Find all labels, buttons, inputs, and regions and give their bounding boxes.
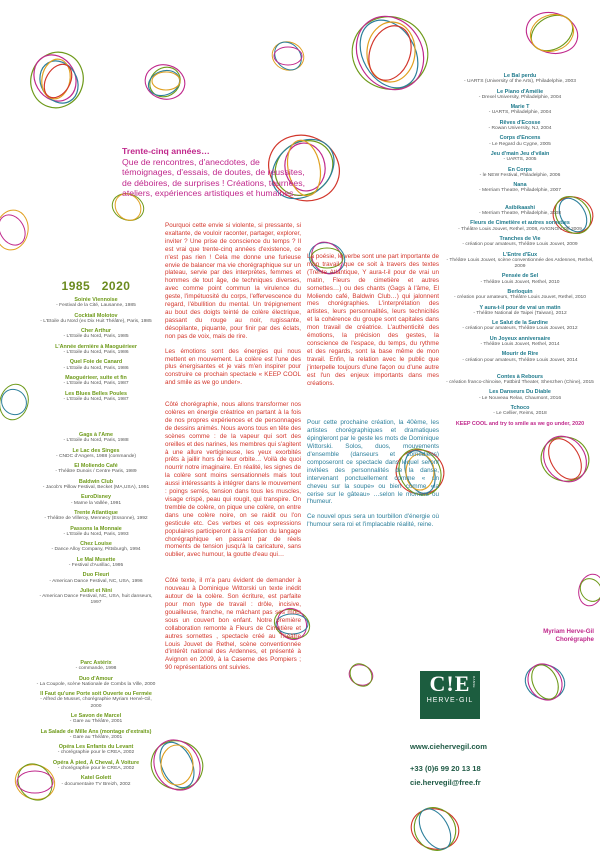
work-item: [445, 289, 595, 301]
work-title: Maoguérieer, suite et fin: [65, 374, 127, 381]
work-title: Marie T: [510, 104, 530, 111]
work-item: [445, 389, 595, 401]
scribble-decoration-8: [0, 205, 35, 255]
work-item: [445, 252, 595, 271]
work-detail: - Jacob's Pillow Festival, Becket (MA,USA), 1991: [42, 484, 150, 490]
work-detail: - Théâtre Louis Jouvet, scène conventionnée des Ardennes, Rethel, 2009: [446, 257, 594, 269]
works-list-1988: [36, 432, 156, 610]
work-detail: - Le Regard du Cygne, 2005: [489, 141, 551, 147]
work-detail: - le NEW Festival, Philadelphie, 2006: [479, 172, 561, 178]
work-title: Cocktail Molotov: [74, 312, 118, 319]
work-detail: - création pour amateurs, Théâtre Louis Jouvet, 2014: [462, 357, 578, 363]
col1-paragraph-1: Pourquoi cette envie si violente, si pressante, si exaltante, de vouloir raconter, partager, explorer, inviter ? Une prise de conscience du temps ? Il est vrai que trente-cinq années d'existence, ce n'est pas rien ! Cela me donne une furieuse envie de balancer ma vie chorégraphique sur un plateau, servie par des interprètes, femmes et hommes de tout âge, de techniques diverses, avec comme point commun la virulence du geste, l'impétuosité du corps, l'effervescence du regard, l'ébullition du mental. Un trépignement au bout des doigts teinté de colère électrique, passant du rouge au noir, rugissante, désopilante, piquante, pour finir par des éclats, non pas de voix, mais de rire.: [165, 222, 301, 340]
work-title: Jeu d'main Jeu d'vilain: [490, 150, 550, 157]
work-title: Opéra Les Enfants du Levant: [58, 744, 134, 751]
work-item: [36, 391, 156, 403]
work-title: Chez Louise: [80, 541, 112, 548]
work-item: [36, 541, 156, 553]
work-detail: - documentaire TV Breizh, 2002: [61, 781, 131, 787]
work-item: [36, 660, 156, 672]
scribble-decoration-18: [405, 805, 465, 851]
work-detail: - chorégraphie pour le CREA, 2002: [57, 765, 135, 771]
logo-name: HERVE-GIL: [426, 697, 474, 704]
work-item: [36, 713, 156, 725]
work-item: [36, 760, 156, 772]
col2-paragraph-1: La poésie, le verbe sont une part importante de mon travail, que ce soit à travers des textes (Trente Atlantique, Y aura-t-il pour de vrai un matin, Fleurs de cimetière et autres sornettes…) ou des chants (Gags à l'âme, El Moliendo café, Baldwin Club…) qui jalonnent mes chorégraphies. L'interprétation des artistes, leurs personnalités, leurs technicités et la cohérence du groupe sont capitales dans mon travail de créatrice. L'authenticité des émotions, la précision des gestes, la conscience de l'espace, du temps, du rythme et des regards, sont la base même de mon travail. Enfin, la relation avec le public que j'interpelle toujours d'une façon ou d'une autre est l'un des enjeux importants dans mes créations.: [307, 253, 439, 387]
work-item: [36, 494, 156, 506]
work-detail: - Théâtre Louis Jouvet, Rethel, 2010: [480, 279, 560, 285]
year-start: 1985: [61, 279, 91, 293]
work-title: Mourir de Rire: [501, 351, 539, 358]
email-link[interactable]: cie.hervegil@free.fr: [410, 778, 481, 787]
work-detail: - Gare au Théâtre, 2001: [69, 734, 123, 740]
work-item: [445, 374, 595, 386]
work-title: Baldwin Club: [78, 478, 114, 485]
work-detail: - Le Cellier, Reims, 2018: [493, 411, 547, 417]
work-title: Nana: [513, 182, 527, 189]
work-title: Parc Astérix: [80, 660, 112, 666]
work-item: [445, 236, 595, 248]
work-item: [36, 328, 156, 340]
scribble-decoration-1: [25, 45, 90, 115]
work-detail: - Théâtre Louis Jouvet, Rethel, 2014: [480, 341, 560, 347]
work-title: Le Salut de la Sardine: [491, 320, 549, 327]
work-detail: - Marne la Vallée, 1991: [70, 500, 122, 506]
company-logo: [420, 671, 480, 719]
work-title: Le Piano d'Amélie: [496, 88, 544, 95]
work-item: [36, 744, 156, 756]
work-item: [36, 344, 156, 356]
signature-name: Myriam Herve-Gil: [543, 628, 594, 635]
work-title: Quel Foie de Canard: [69, 359, 123, 366]
work-detail: - L'Etoile du Nord (ex Dix Huit Théâtre), Paris, 1985: [40, 318, 152, 324]
work-item: [36, 432, 156, 444]
work-title: Un Joyeux anniversaire: [489, 335, 551, 342]
work-title: EuroDisney: [81, 494, 111, 501]
scribble-decoration-12: [535, 430, 595, 488]
work-item: [36, 313, 156, 325]
years-title: [41, 279, 151, 293]
work-title: Y aura-t-il pour de vrai un matin: [479, 304, 561, 311]
work-detail: - CNDC d'Angers, 1988 (commande): [55, 453, 137, 459]
work-title: Contes à Rebours: [496, 373, 544, 380]
works-list-2015: [445, 374, 595, 418]
work-detail: - Merriam Theatre, Philadelphie, 2007: [478, 188, 561, 194]
work-title: L'Entre d'Eux: [502, 251, 538, 258]
work-title: Le Mal Musette: [76, 556, 116, 563]
work-detail: - Alfred de Musset, chorégraphie Myriam Hervé-Gil, 2000: [40, 697, 152, 709]
work-item: [445, 167, 595, 179]
work-item: [445, 104, 595, 116]
work-title: Corps d'Encens: [499, 135, 541, 142]
work-title: Cher Arthur: [80, 328, 112, 335]
work-detail: - Théâtre Louis Jouvet, Rethel, 2008, AVIGNON Off 2009: [458, 226, 582, 232]
col1-paragraph-4: Côté texte, il m'a paru évident de demander à nouveau à Dominique Wittorski un texte inédit autour de la colère. Son écriture, est parfaite pour mon type de travail : drôle, incisive, gouailleuse, franche, ne mâchant pas ses mots sous un couvert bon enfant. Notre première collaboration remonte à Fleurs de Cimetière et autres sornettes , spectacle créé au Théâtre Louis Jouvet de Rethel, scène conventionnée d'intérêt national des Ardennes, et présenté à Avignon en 2009, à la Caserne des Pompiers ; 90 représentations ont suivies.: [165, 577, 301, 672]
work-item: [445, 135, 595, 147]
work-detail: - L'Etoile du Nord, Paris, 1986: [63, 365, 129, 371]
year-end: 2020: [101, 279, 131, 293]
scribble-decoration-6: [520, 8, 585, 58]
work-detail: - UARTS, Philadelphie, 2004: [488, 110, 552, 116]
work-item: [36, 297, 156, 309]
text-column-2: [307, 253, 439, 536]
work-item: [36, 572, 156, 584]
work-item: [36, 479, 156, 491]
work-detail: - UARTS (University of the Arts), Philadelphie, 2003: [464, 79, 576, 85]
works-list-1985: [36, 297, 156, 406]
work-title: Le Bal perdu: [503, 73, 537, 79]
work-title: Soirée Viennoise: [74, 297, 118, 303]
work-item: [445, 89, 595, 101]
works-list-2008: [445, 205, 595, 364]
col1-paragraph-3: Côté chorégraphie, nous allons transformer nos colères en énergie créatrice en partant à la fois de nos propres expériences et de personnages de dessins animés. Nous avons tous en tête des scènes comme : de la vapeur qui sort des oreilles et des narines, les membres qui s'agitent à une allure vertigineuse, les yeux exorbités prêts à jaillir hors de leur orbite… Voilà de quoi nourrir notre imaginaire. En réalité, les signes de la colère sont moins sensationnels mais tout aussi intéressants à intégrer dans le mouvement : poings serrés, tension dans tous les muscles, visage crispé, peau qui rougit, qui transpire. On tremble de colère, on pique une colère, on entre dans une colère noire, on se raidit ou l'on gesticule etc. Ces verbes et ces expressions populaires participeront à la création du langage chorégraphique en passant par de réels moments de tension jusqu'à la caricature, sans oublier, avec humour, la goutte d'eau qui…: [165, 401, 301, 559]
work-title: Le Lac des Singes: [72, 447, 120, 454]
work-title: Les Blues Belles Poules: [64, 390, 128, 397]
signature-role: Chorégraphe: [555, 636, 594, 643]
work-title: Fleurs de Cimetière et autres sornettes: [470, 220, 570, 227]
work-title: Berloquin: [507, 288, 533, 295]
work-item: [36, 375, 156, 387]
work-item: [36, 775, 156, 787]
work-detail: - American Dance Festival, NC, USA, huit danseurs, 1997: [39, 594, 153, 606]
keep-cool-entry: KEEP COOL and try to smile as we go under, 2020: [455, 420, 585, 427]
logo-tag: DANSE: [472, 676, 476, 688]
phone-number: +33 (0)6 99 20 13 18: [410, 764, 481, 773]
work-title: Opéra À pied, À Cheval, À Voiture: [52, 759, 140, 766]
signature: [444, 628, 594, 644]
work-title: El Moliendo Café: [74, 463, 118, 470]
work-item: [445, 351, 595, 363]
col1-paragraph-2: Les émotions sont des énergies qui nous mettent en mouvement. La colère est l'une des plus énergisantes et je vais m'en inspirer pour construire ce prochain spectacle « KEEP COOL and smile as we go under».: [165, 347, 301, 387]
work-detail: - création pour amateurs, Théâtre Louis Jouvet, 2009: [462, 242, 578, 248]
work-title: L'Année dernière à Maoguérieer: [55, 343, 137, 350]
work-item: [36, 510, 156, 522]
text-column-1: [165, 222, 301, 679]
work-item: [36, 729, 156, 741]
work-item: [36, 463, 156, 475]
work-title: Duo d'Amour: [79, 675, 113, 682]
work-detail: - Théâtre de Villeroy, Mennecy (Essonne), 1992: [44, 516, 148, 522]
col2-paragraph-3: Ce nouvel opus sera un tourbillon d'énergie où l'humour sera roi et l'implacable réalité, reine.: [307, 513, 439, 529]
work-detail: - création franco-chinoise, Fattbird Theater, Shenzhen (Chine), 2015: [446, 380, 594, 386]
works-list-right: [445, 73, 595, 427]
work-item: [445, 220, 595, 232]
work-detail: - création pour amateurs, Théâtre Louis Jouvet, Rethel, 2010: [453, 295, 587, 301]
work-item: [445, 336, 595, 348]
work-detail: - L'Etoile du Nord, Paris, 1986: [63, 349, 129, 355]
work-detail: - L'Etoile du Nord, Paris, 1987: [63, 381, 129, 387]
work-detail: - L'Etoile du Nord, Paris, 1985: [63, 334, 129, 340]
work-item: [36, 691, 156, 710]
work-title: Katel Golett: [80, 775, 112, 782]
work-detail: - UARTS, 2005: [503, 157, 537, 163]
work-detail: - Festival d'Aurillac, 1995: [68, 562, 124, 568]
scribble-decoration-15: [520, 660, 570, 705]
work-detail: - Drexel University, Philadelphie, 2004: [478, 94, 562, 100]
work-detail: - Gare au Théâtre, 2001: [69, 719, 123, 725]
work-title: Les Danseurs Du Diable: [489, 389, 551, 396]
intro-lead: Trente-cinq années…: [122, 146, 210, 156]
work-title: Gags à l'Ame: [79, 432, 113, 438]
scribble-decoration-4: [345, 8, 435, 98]
scribble-decoration-14: [345, 660, 377, 690]
work-title: En Corps: [508, 166, 532, 173]
work-title: Asibikaashi: [505, 204, 535, 211]
work-detail: - création pour amateurs, Théâtre Louis Jouvet, 2012: [462, 326, 578, 332]
work-item: [445, 320, 595, 332]
col2-paragraph-2: Pour cette prochaine création, la 40ème, les artistes chorégraphiques et dramatiques épingleront par le geste les mots de Dominique Wittorski. Solos, duos, mouvements d'ensemble (danseurs et comédiens) composeront ce spectacle dans lequel seront invitées des personnalités de la danse, intervenant ponctuellement comme « un cheveu sur la soupe» ou bien comme «la cerise sur le gâteau» …selon le moment ou l'humeur.: [307, 419, 439, 506]
work-title: Rêves d'Ecosse: [499, 119, 541, 126]
work-title: Tranches de Vie: [499, 235, 541, 242]
work-detail: - chorégraphie pour le CREA, 2002: [57, 750, 135, 756]
work-detail: - L'Etoile du Nord, Paris, 1993: [63, 531, 129, 537]
work-detail: - Festival de la Cité, Lausanne, 1985: [56, 303, 136, 309]
work-title: Juliet et Nini: [79, 587, 113, 594]
work-title: Duo Fleuri: [82, 572, 110, 579]
work-detail: - commande, 1998: [75, 666, 117, 672]
work-item: [36, 359, 156, 371]
scribble-decoration-19: [575, 570, 600, 610]
work-detail: - L'Etoile du Nord, Paris, 1988: [63, 438, 129, 444]
work-item: [445, 405, 595, 417]
work-title: Il Faut qu'une Porte soit Ouverte ou Fermée: [40, 691, 152, 698]
intro-text: [122, 146, 312, 199]
work-item: [36, 526, 156, 538]
intro-body: Que de rencontres, d'anecdotes, de témoignages, d'essais, de doutes, de réussites, de déboires, de surprises ! Créations, tournées, ateliers, expériences artistiques et humaines…: [122, 156, 306, 199]
work-detail: - La Coupole, scène Nationale de Combs la Ville, 2000: [36, 681, 156, 687]
work-title: Tchoco: [510, 405, 530, 412]
work-title: Pensée de Sel: [501, 273, 539, 280]
work-item: [445, 182, 595, 194]
work-item: [445, 305, 595, 317]
work-title: Le Savon de Marcel: [70, 712, 122, 719]
work-detail: - Dance Alloy Company, Pittsburgh, 1994: [51, 547, 141, 553]
work-item: [36, 676, 156, 688]
work-detail: - Le Nouveau Relax, Chaumont, 2016: [478, 395, 562, 401]
work-item: [445, 120, 595, 132]
scribble-decoration-9: [0, 380, 35, 425]
work-item: [445, 73, 595, 85]
work-detail: - Théâtre Dunois / Centre Paris, 1989: [55, 469, 137, 475]
logo-mark: C!E: [429, 671, 471, 696]
work-detail: - L'Etoile du Nord, Paris, 1987: [63, 396, 129, 402]
work-item: [36, 588, 156, 607]
work-item: [445, 151, 595, 163]
work-detail: - American Dance Festival, NC, USA, 1996: [49, 578, 143, 584]
work-detail: - Rowan University, NJ, 2004: [488, 125, 552, 131]
work-title: La Salade de Mille Ans (montage d'extraits): [40, 728, 152, 735]
work-detail: - Théâtre National de Taipei (Taiwan), 2012: [473, 310, 567, 316]
work-item: [36, 557, 156, 569]
work-title: Passons la Monnaie: [70, 525, 122, 532]
works-list-2003: [445, 73, 595, 195]
scribble-decoration-2: [140, 60, 190, 105]
work-item: [445, 273, 595, 285]
work-item: [36, 448, 156, 460]
work-detail: - Merriam Theatre, Philadelphie, 2008: [478, 210, 561, 216]
work-item: [445, 205, 595, 217]
work-title: Trente Atlantique: [74, 509, 118, 516]
scribble-decoration-5: [268, 37, 308, 75]
works-list-1998: [36, 660, 156, 791]
website-link[interactable]: www.ciehervegil.com: [410, 742, 487, 751]
